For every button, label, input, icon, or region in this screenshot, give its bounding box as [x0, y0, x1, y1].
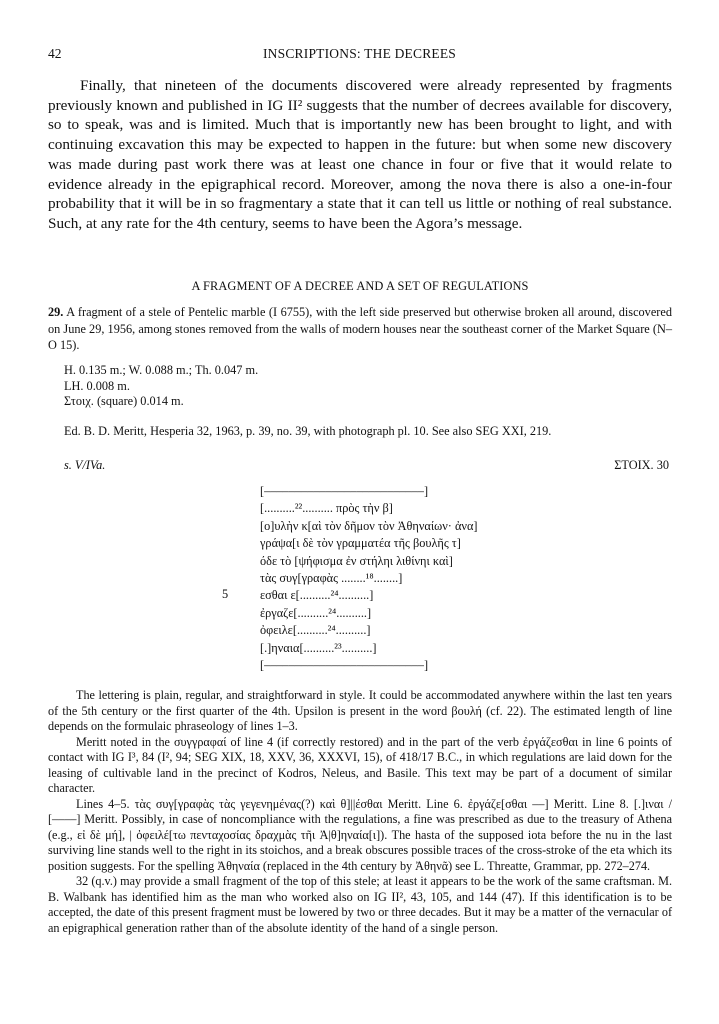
inscription-line: ὀφειλε[..........²⁴..........] — [260, 623, 371, 638]
dimension-line: Στοιχ. (square) 0.014 m. — [64, 394, 184, 408]
inscription-line: [––––––––––––––––––––––––––] — [260, 657, 429, 672]
commentary-paragraph: Lines 4–5. τὰς συγ[γραφὰς τὰς γεγενημένας(?) καὶ θ]||έσθαι Meritt. Line 6. ἐργάζε[σθαι ––] Meritt. Line 8. [.]ιναι / [––––] Meritt. Possibly, in case of noncompliance with the regulations, a fine was prescribed as due to the treasury of Athena (e.g., εἰ δὲ μή], | ὀφειλέ[τω πενταχοσίας δραχμὰς τῆι Ἀ|θ]ηναία[ι]). The hasta of the supposed iota before the nu in the last surviving line stands well to the right in its stoichos, and a break obscures possible traces of the cross-stroke of the eta which its position suggests. For the spelling Ἀθηναία (replaced in the 4th century by Ἀθηνᾶ) see L. Threatte, Grammar, pp. 272–274. — [48, 796, 672, 873]
entry-number: 29. — [48, 305, 64, 319]
running-header — [48, 46, 671, 64]
intro-paragraph: Finally, that nineteen of the documents discovered were already represented by fragments previously known and published in IG II² suggests that the number of decrees available for discovery, so to speak, was and is limited. Much that is importantly new has been brought to light, and with continuing excavation this may be expected to happen in the future: but when some new discovery was made during past work there was at least one chance in four or five that it would relate to evidence already in the epigraphical record. Moreover, among the nova there is also a one-in-four probability that it will be in so fragmentary a state that it can tell us little or nothing of real substance. Such, at any rate for the 4th century, seems to have been the Agora’s message. — [48, 77, 672, 232]
entry-description-text: A fragment of a stele of Pentelic marble (I 6755), with the left side preserved but otherwise broken all around, discovered on June 29, 1956, among stones removed from the walls of modern houses near the southeast corner of the Market Square (N–O 15). — [48, 305, 672, 352]
entry-description — [48, 304, 672, 354]
inscription-text — [260, 483, 478, 674]
stoichedon-label: ΣΤΟΙΧ. 30 — [614, 458, 669, 472]
inscription-line: [.]ηναια[..........²³..........] — [260, 640, 377, 655]
line-number: 5 — [222, 587, 229, 601]
inscription-line: [ο]υλὴν κ[αὶ τὸν δῆμον τὸν Ἀθηναίων· ἀνα] — [260, 518, 478, 533]
inscription-line: ἐργαζε[..........²⁴..........] — [260, 605, 372, 620]
inscription-line: [––––––––––––––––––––––––––] — [260, 484, 429, 498]
dimension-line: LH. 0.008 m. — [64, 378, 130, 393]
edition-line: Ed. B. D. Meritt, Hesperia 32, 1963, p. 39, no. 39, with photograph pl. 10. See also SEG XXI, 219. — [64, 424, 552, 438]
inscription-line: τὰς συγ[γραφὰς ........¹⁸........] — [260, 570, 403, 585]
commentary-paragraph: 32 (q.v.) may provide a small fragment of the top of this stele; at least it appears to be the work of the same craftsman. M. B. Walbank has identified him as the man who worked also on IG II², 43, 105, and 144 (47). If this identification is to be accepted, the date of this present fragment must be lowered by two or three decades. But it may be a matter of the vernacular of an epigraphical generation rather than of the absolute identity of the hand of a single person. — [48, 874, 672, 935]
commentary-paragraph: The lettering is plain, regular, and straightforward in style. It could be accommodated anywhere within the last ten years of the 5th century or the first quarter of the 4th. Upsilon is present in the word βουλή (cf. 22). The estimated length of line depends on the formulaic phraseology of lines 1–3. — [48, 688, 672, 733]
commentary — [48, 688, 672, 936]
inscription-line: γράψα[ι δὲ τὸν γραμματέα τῆς βουλῆς τ] — [260, 536, 461, 551]
dimensions — [64, 363, 258, 410]
inscription-line: εσθαι ε[..........²⁴..........] — [260, 588, 374, 603]
commentary-paragraph: Meritt noted in the συγγραφαί of line 4 (if correctly restored) and in the part of the verb ἐργάζεσθαι in line 6 points of contact with IG I³, 84 (I², 94; SEG XIX, 18, XXV, 36, XXXVI, 15), of 418/17 B.C., in which regulations are laid down for the leasing of cultivable land in the precinct of Kodros, Neleus, and Basile. This text may be part of a document of similar character. — [48, 734, 672, 795]
running-title: INSCRIPTIONS: THE DECREES — [262, 46, 457, 61]
dimension-line: H. 0.135 m.; W. 0.088 m.; Th. 0.047 m. — [64, 363, 259, 377]
section-title: A FRAGMENT OF A DECREE AND A SET OF REGULATIONS — [191, 279, 529, 293]
page-number: 42 — [48, 46, 62, 61]
inscription-line: όδε τὸ [ψήφισμα ἐν στήληι λιθίνηι καὶ] — [260, 553, 453, 568]
date: s. V/IVa. — [64, 458, 106, 472]
inscription-line: [..........²².......... πρὸς τὴν β] — [260, 501, 393, 516]
